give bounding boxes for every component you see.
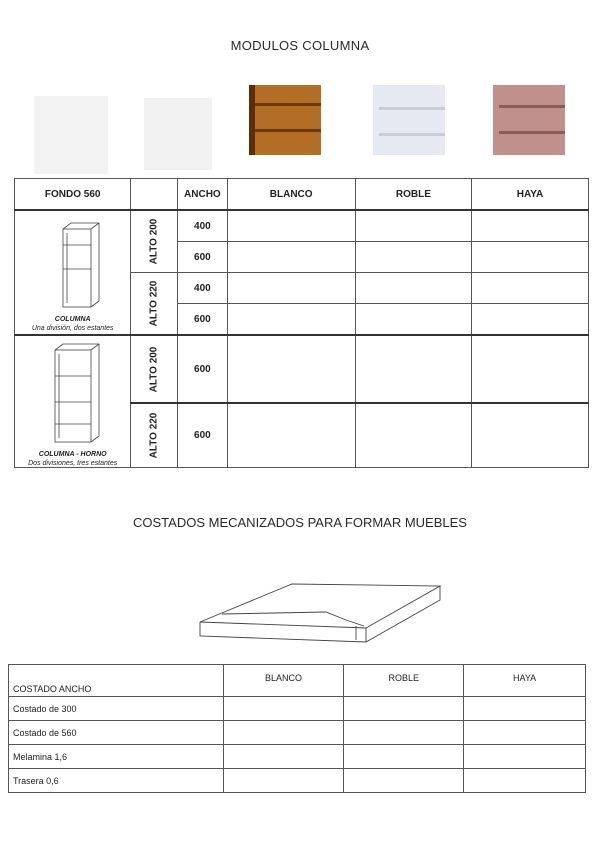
price-cell xyxy=(344,769,464,793)
row-label: Melamina 1,6 xyxy=(9,745,224,769)
ancho-header: ANCHO xyxy=(178,179,227,211)
price-cell xyxy=(344,745,464,769)
costado-ancho-header: COSTADO ANCHO xyxy=(9,665,224,697)
blanco-header: BLANCO xyxy=(227,179,355,211)
price-cell xyxy=(223,697,344,721)
alto-200-label: ALTO 200 xyxy=(131,210,178,273)
costados-price-table xyxy=(8,664,586,793)
price-cell xyxy=(472,304,589,336)
price-cell xyxy=(355,335,471,403)
price-cell xyxy=(227,273,355,304)
price-cell xyxy=(472,210,589,242)
price-cell xyxy=(223,769,344,793)
section-title: COSTADOS MECANIZADOS PARA FORMAR MUEBLES xyxy=(133,515,467,530)
price-cell xyxy=(464,745,586,769)
haya-header: HAYA xyxy=(472,179,589,211)
machined-side-panel-illustration xyxy=(196,570,446,650)
blanco-header: BLANCO xyxy=(223,665,344,697)
price-cell xyxy=(227,304,355,336)
columna-title: COLUMNA xyxy=(54,316,91,323)
price-cell xyxy=(223,745,344,769)
alto-200-label: ALTO 200 xyxy=(131,335,178,403)
beech-finish-swatch xyxy=(493,85,565,155)
price-cell xyxy=(227,210,355,242)
width-cell: 400 xyxy=(178,273,227,304)
alto-220-label: ALTO 220 xyxy=(131,273,178,336)
price-cell xyxy=(223,721,344,745)
blank-header xyxy=(131,179,178,211)
columna-description: Una división, dos estantes xyxy=(31,325,114,332)
width-cell: 600 xyxy=(178,304,227,336)
alto-220-label: ALTO 220 xyxy=(131,403,178,467)
white-finish-swatch xyxy=(373,85,445,155)
columna-horno-illustration-cell xyxy=(15,335,131,467)
price-cell xyxy=(355,273,471,304)
width-cell: 600 xyxy=(178,403,227,467)
width-cell: 600 xyxy=(178,242,227,273)
oak-finish-swatch xyxy=(249,85,321,155)
width-cell: 400 xyxy=(178,210,227,242)
price-cell xyxy=(472,335,589,403)
price-cell xyxy=(355,210,471,242)
roble-header: ROBLE xyxy=(344,665,464,697)
faded-swatch xyxy=(144,98,212,170)
row-label: Trasera 0,6 xyxy=(9,769,224,793)
columna-cabinet-icon xyxy=(15,219,135,319)
row-label: Costado de 560 xyxy=(9,721,224,745)
price-cell xyxy=(227,403,355,467)
price-cell xyxy=(355,304,471,336)
price-cell xyxy=(472,403,589,467)
price-cell xyxy=(344,721,464,745)
price-cell xyxy=(355,403,471,467)
page-title: MODULOS COLUMNA xyxy=(230,38,370,53)
roble-header: ROBLE xyxy=(355,179,471,211)
price-cell xyxy=(344,697,464,721)
price-cell xyxy=(472,273,589,304)
columna-horno-description: Dos divisiones, tres estantes xyxy=(28,460,118,467)
row-label: Costado de 300 xyxy=(9,697,224,721)
price-cell xyxy=(472,242,589,273)
price-cell xyxy=(464,697,586,721)
price-cell xyxy=(464,721,586,745)
faded-swatch xyxy=(34,96,108,174)
columna-price-table xyxy=(14,178,589,468)
columna-illustration-cell xyxy=(15,210,131,335)
columna-horno-cabinet-icon xyxy=(15,340,135,450)
price-cell xyxy=(355,242,471,273)
haya-header: HAYA xyxy=(464,665,586,697)
columna-horno-title: COLUMNA - HORNO xyxy=(38,451,107,458)
price-cell xyxy=(464,769,586,793)
price-cell xyxy=(227,335,355,403)
width-cell: 600 xyxy=(178,335,227,403)
fondo-header: FONDO 560 xyxy=(15,179,131,211)
price-cell xyxy=(227,242,355,273)
